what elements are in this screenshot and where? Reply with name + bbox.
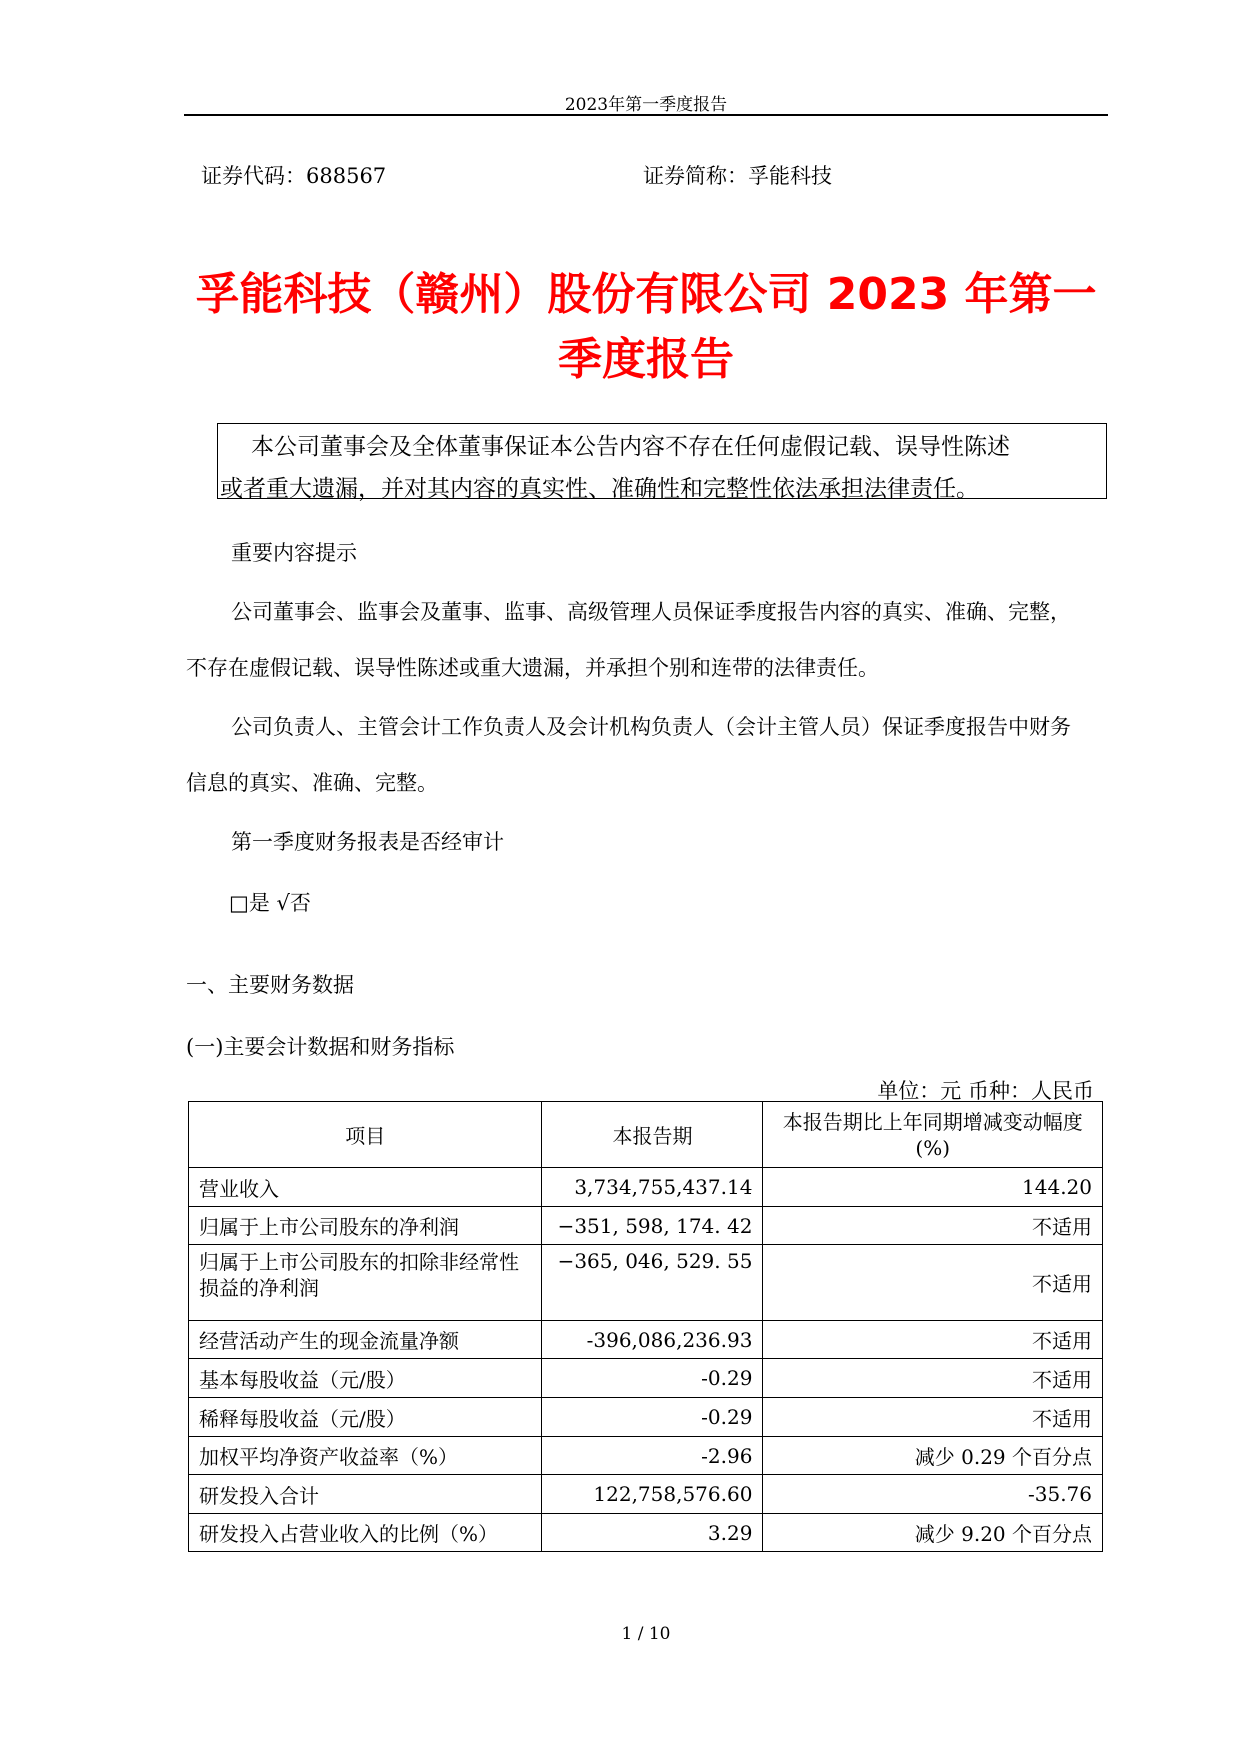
report-title-line1: 孚能科技（赣州）股份有限公司 2023 年第一 [195,269,1097,320]
header-period: 本报告期 [542,1102,763,1168]
table-row [189,1321,1103,1359]
row-value: 122,758,576.60 [542,1475,763,1514]
row-label: 归属于上市公司股东的净利润 [189,1207,542,1245]
row-change: 不适用 [763,1207,1103,1245]
row-change: 不适用 [763,1321,1103,1359]
row-label: 基本每股收益（元/股） [189,1359,542,1398]
page-number: 1 / 10 [621,1624,671,1644]
row-change: 减少 9.20 个百分点 [763,1514,1103,1552]
row-label: 研发投入占营业收入的比例（%） [189,1514,542,1552]
row-label: 经营活动产生的现金流量净额 [189,1321,542,1359]
notice-line1: 本公司董事会及全体董事保证本公告内容不存在任何虚假记载、误导性陈述 [251,434,1010,460]
row-value: 3,734,755,437.14 [542,1168,763,1207]
header-change: 本报告期比上年同期增减变动幅度(%) [763,1102,1103,1168]
table-row [189,1398,1103,1437]
row-value: 3.29 [542,1514,763,1552]
notice-line2: 或者重大遗漏，并对其内容的真实性、准确性和完整性依法承担法律责任。 [220,476,979,502]
board-notice-box [217,423,1107,502]
stock-code: 证券代码：688567 [201,164,387,188]
table-row [189,1207,1103,1245]
row-change: 减少 0.29 个百分点 [763,1437,1103,1475]
row-change: 不适用 [763,1398,1103,1437]
para2-line1: 公司负责人、主管会计工作负责人及会计机构负责人（会计主管人员）保证季度报告中财务 [231,715,1071,739]
para1-line1: 公司董事会、监事会及董事、监事、高级管理人员保证季度报告内容的真实、准确、完整， [231,600,1071,624]
row-change: 不适用 [763,1245,1103,1321]
row-label: 加权平均净资产收益率（%） [189,1437,542,1475]
para1-line2: 不存在虚假记载、误导性陈述或重大遗漏，并承担个别和连带的法律责任。 [186,656,879,680]
stock-name: 证券简称：孚能科技 [643,164,832,188]
running-header: 2023年第一季度报告 [564,95,728,115]
table-header-row [189,1102,1103,1168]
audit-answer: □是 √否 [229,891,311,915]
table-row [189,1359,1103,1398]
row-label: 归属于上市公司股东的扣除非经常性损益的净利润 [189,1245,542,1321]
row-change: 不适用 [763,1359,1103,1398]
important-heading: 重要内容提示 [231,541,357,565]
row-value: -396,086,236.93 [542,1321,763,1359]
header-item: 项目 [189,1102,542,1168]
report-title-line2: 季度报告 [558,334,734,385]
row-change: -35.76 [763,1475,1103,1514]
table-row [189,1475,1103,1514]
unit-note: 单位：元 币种：人民币 [877,1079,1094,1103]
para2-line2: 信息的真实、准确、完整。 [186,771,438,795]
financial-data-table [188,1101,1103,1552]
table-row [189,1168,1103,1207]
row-value: −351, 598, 174. 42 [542,1207,763,1245]
section-heading: 一、主要财务数据 [186,973,354,997]
row-value: -0.29 [542,1359,763,1398]
row-label: 营业收入 [189,1168,542,1207]
row-value: −365, 046, 529. 55 [542,1245,763,1321]
table-row [189,1245,1103,1321]
audit-question: 第一季度财务报表是否经审计 [231,830,504,854]
row-value: -2.96 [542,1437,763,1475]
subsection-heading: (一)主要会计数据和财务指标 [186,1035,455,1059]
table-row [189,1514,1103,1552]
row-label: 稀释每股收益（元/股） [189,1398,542,1437]
header-rule [184,114,1108,116]
row-change: 144.20 [763,1168,1103,1207]
table-row [189,1437,1103,1475]
row-label: 研发投入合计 [189,1475,542,1514]
row-value: -0.29 [542,1398,763,1437]
